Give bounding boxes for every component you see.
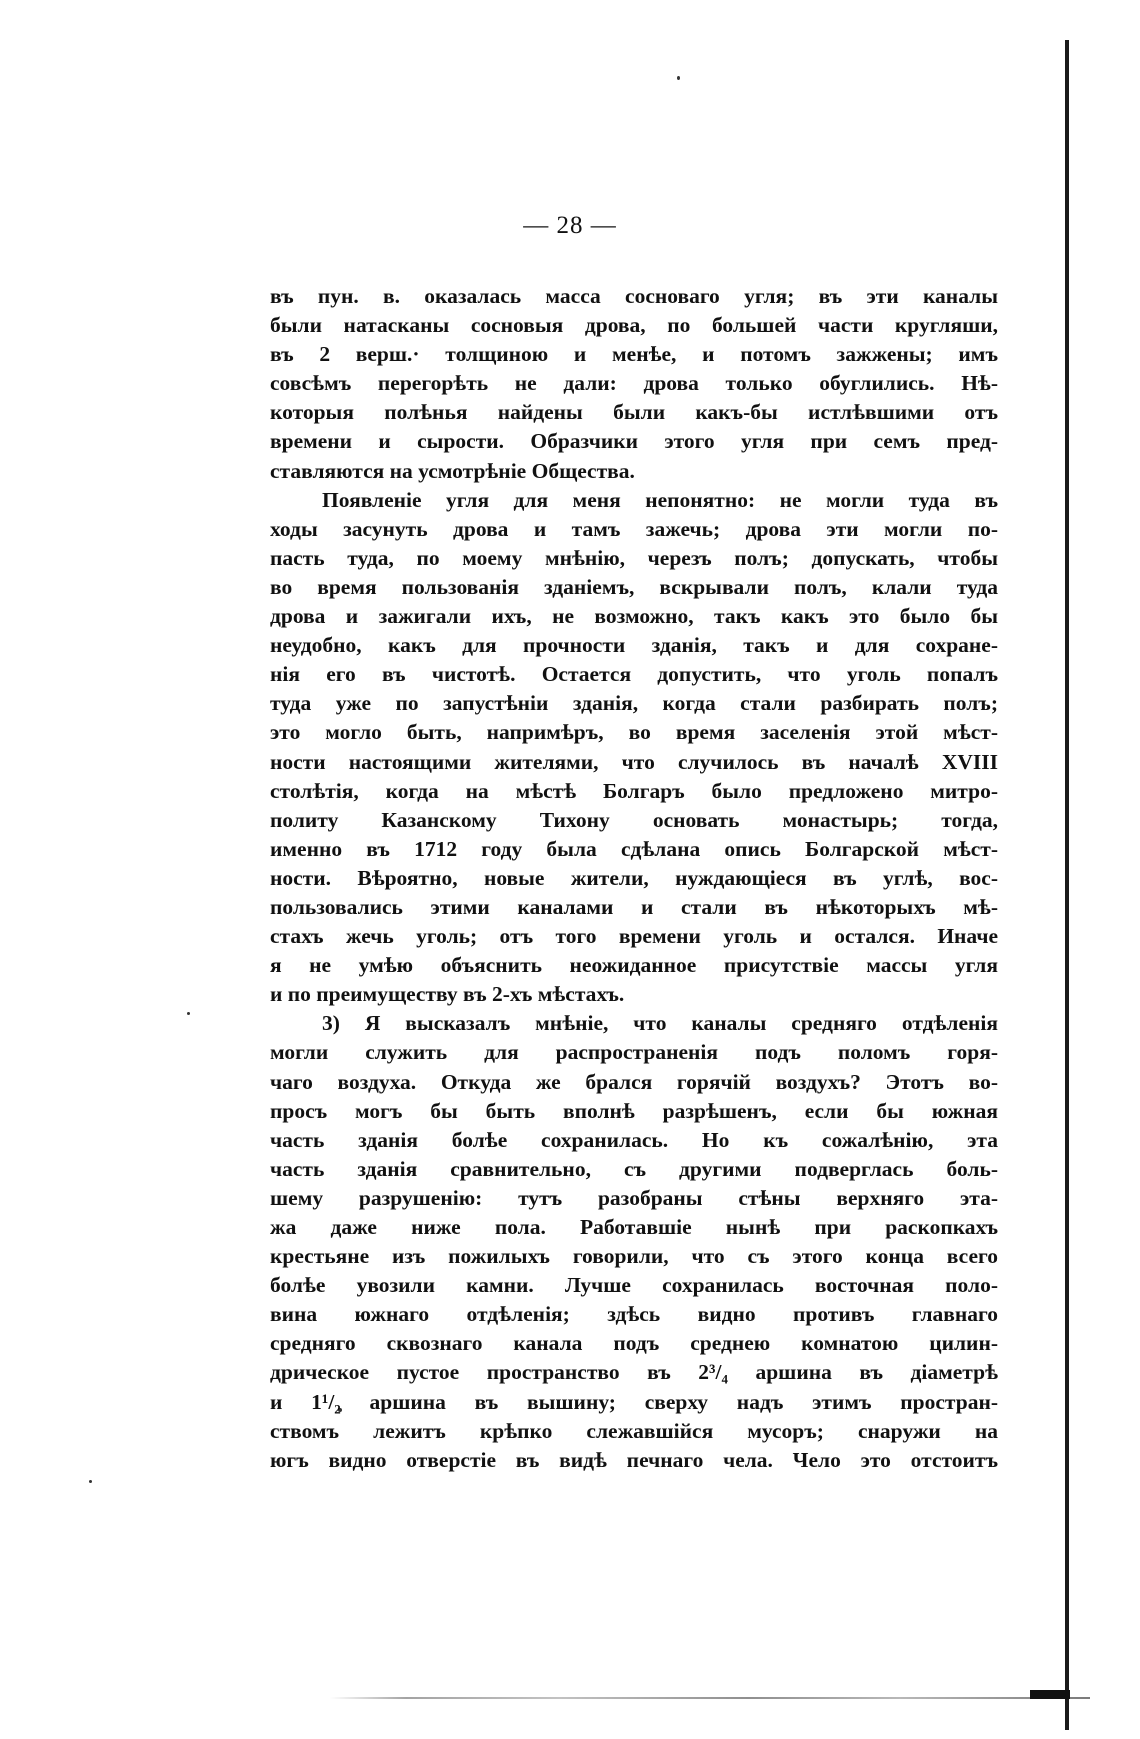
text-line: 3) Я высказалъ мнѣніе, что каналы средняго отдѣленія — [322, 1011, 998, 1036]
text-line: столѣтія, когда на мѣстѣ Болгаръ было предложено митро- — [270, 778, 998, 803]
text-line: часть зданія болѣе сохранилась. Но къ сожалѣнію, эта — [270, 1127, 998, 1152]
text-line: Появленіе угля для меня непонятно: не могли туда въ — [322, 487, 998, 512]
text-line: совсѣмъ перегорѣть не дали: дрова только обуглились. Нѣ- — [270, 371, 998, 396]
text-line: ствомъ лежитъ крѣпко слежавшійся мусоръ; снаружи на — [270, 1418, 998, 1443]
text-line: шему разрушенію: тутъ разобраны стѣны верхняго эта- — [270, 1185, 998, 1210]
text-line: именно въ 1712 году была сдѣлана опись Болгарской мѣст- — [270, 836, 998, 861]
text-line: крестьяне изъ пожилыхъ говорили, что съ этого конца всего — [270, 1244, 998, 1269]
text-line: вина южнаго отдѣленія; здѣсь видно противъ главнаго — [270, 1302, 998, 1327]
scan-speck — [677, 76, 680, 80]
scan-artifact-line — [330, 1697, 1090, 1699]
text-line: дрова и зажигали ихъ, не возможно, такъ какъ это было бы — [270, 604, 998, 629]
text-line: стахъ жечь уголь; отъ того времени уголь и остался. Иначе — [270, 924, 998, 949]
text-line: въ 2 верш.· толщиною и менѣе, и потомъ зажжены; имъ — [270, 342, 998, 367]
text-line: времени и сырости. Образчики этого угля при семъ пред- — [270, 429, 998, 454]
page-edge-rule — [1065, 40, 1069, 1730]
text-line: пасть туда, по моему мнѣнію, черезъ полъ; допускать, чтобы — [270, 545, 998, 570]
scan-speck — [89, 1480, 92, 1483]
text-line: жа даже ниже пола. Работавшіе нынѣ при раскопкахъ — [270, 1215, 998, 1239]
text-line: дрическое пустое пространство въ 2³/₄ аршина въ діаметрѣ — [270, 1360, 998, 1385]
text-line: нія его въ чистотѣ. Остается допустить, что уголь попалъ — [270, 662, 998, 687]
text-line: были натасканы сосновыя дрова, по большей части кругляши, — [270, 313, 998, 338]
text-line: могли служить для распространенія подъ поломъ горя- — [270, 1040, 998, 1065]
text-line: ходы засунуть дрова и тамъ зажечь; дрова эти могли по- — [270, 516, 998, 541]
text-line: ности. Вѣроятно, новые жители, нуждающіеся въ углѣ, вос- — [270, 865, 998, 890]
scan-artifact-blot — [1030, 1690, 1070, 1699]
text-line: это могло быть, напримѣръ, во время заселенія этой мѣст- — [270, 720, 998, 745]
text-line: неудобно, какъ для прочности зданія, такъ и для сохране- — [270, 633, 998, 658]
text-line: болѣе увозили камни. Лучше сохранилась восточная поло- — [270, 1273, 998, 1298]
text-line: средняго сквознаго канала подъ среднею комнатою цилин- — [270, 1331, 998, 1356]
text-line: я не умѣю объяснить неожиданное присутствіе массы угля — [270, 953, 998, 978]
text-line: во время пользованія зданіемъ, вскрывали полъ, клали туда — [270, 574, 998, 599]
text-line: которыя полѣнья найдены были какъ-бы истлѣвшими отъ — [270, 400, 998, 425]
text-line: въ пун. в. оказалась масса сосноваго угля; въ эти каналы — [270, 284, 998, 308]
body-text — [270, 282, 998, 1475]
text-line: часть зданія сравнительно, съ другими подверглась боль- — [270, 1156, 998, 1181]
text-line: югъ видно отверстіе въ видѣ печнаго чела. Чело это отстоитъ — [270, 1447, 998, 1472]
text-line: туда уже по запустѣніи зданія, когда стали разбирать полъ; — [270, 691, 998, 716]
text-line: ности настоящими жителями, что случилось въ началѣ XVIII — [270, 749, 998, 774]
text-line: просъ могъ бы быть вполнѣ разрѣшенъ, если бы южная — [270, 1098, 998, 1123]
text-line: политу Казанскому Тихону основать монастырь; тогда, — [270, 807, 998, 832]
scan-speck — [187, 1012, 190, 1015]
page-number: — 28 — — [523, 212, 617, 239]
text-line: пользовались этими каналами и стали въ нѣкоторыхъ мѣ- — [270, 894, 998, 919]
text-line: и по преимуществу въ 2-хъ мѣстахъ. — [270, 982, 625, 1007]
text-line: и 1¹/₂ аршина въ вышину; сверху надъ этимъ простран- — [270, 1389, 998, 1414]
text-line: чаго воздуха. Откуда же брался горячій воздухъ? Этотъ во- — [270, 1069, 998, 1094]
text-line: ставляются на усмотрѣніе Общества. — [270, 458, 635, 483]
